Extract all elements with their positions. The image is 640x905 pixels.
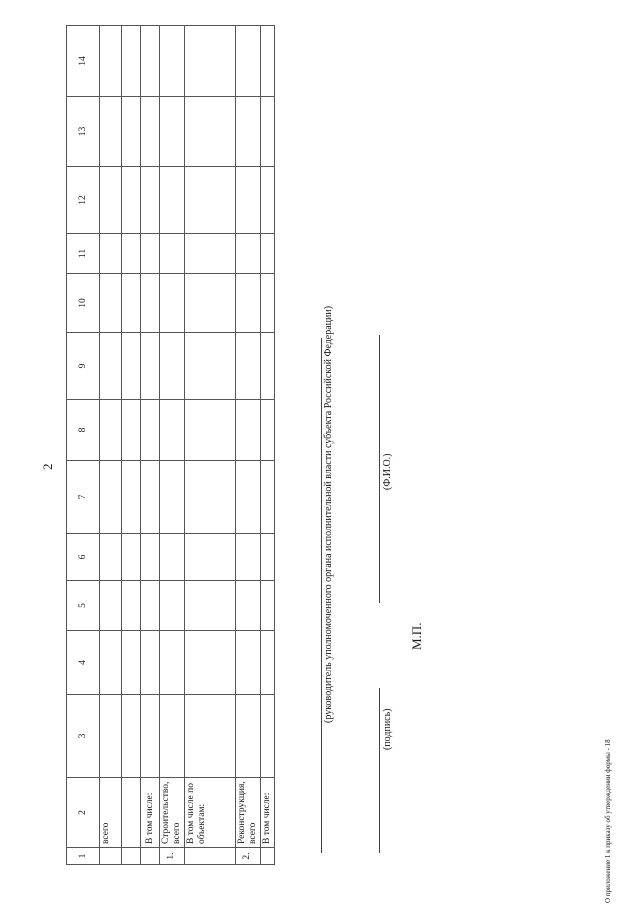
table-row-reconstruction	[235, 26, 260, 865]
fio-caption: (Ф.И.О.)	[382, 453, 393, 490]
table-row-including	[141, 26, 160, 865]
column-number: 4	[67, 631, 100, 695]
column-number: 10	[67, 274, 100, 333]
page-number: 2	[40, 463, 55, 470]
row-label-reconstruction-including: В том числе:	[260, 778, 274, 848]
row-label-reconstruction: Реконструкция, всего	[235, 778, 260, 848]
row-number: 2.	[235, 848, 260, 865]
footer-note: О приложение 1 к приказу об утверждении формы - 18	[604, 739, 612, 903]
head-caption: (руководитель уполномоченного органа исполнительной власти субъекта Российской Федерации)	[323, 305, 334, 723]
table-row-reconstruction-including	[260, 26, 274, 865]
table-row-construction	[160, 26, 185, 865]
sign-caption: (подпись)	[382, 708, 393, 750]
head-signature-line	[321, 338, 322, 853]
row-label-including: В том числе:	[141, 778, 160, 848]
row-label-by-objects: В том числе по объектам:	[184, 778, 235, 848]
row-number: 1.	[160, 848, 185, 865]
table-row-total	[100, 26, 122, 865]
row-label-total: всего	[100, 778, 122, 848]
column-number: 8	[67, 400, 100, 461]
row-label-construction: Строительство, всего	[160, 778, 185, 848]
column-number: 14	[67, 26, 100, 97]
report-table	[66, 25, 275, 865]
signature-line	[379, 688, 380, 853]
table-row-blank	[122, 26, 141, 865]
column-number: 7	[67, 461, 100, 534]
column-number: 5	[67, 581, 100, 631]
column-number: 12	[67, 167, 100, 234]
column-number: 1	[67, 848, 100, 865]
column-number: 9	[67, 333, 100, 400]
column-number: 2	[67, 778, 100, 848]
fio-line	[379, 335, 380, 603]
column-number: 3	[67, 695, 100, 778]
column-number: 13	[67, 97, 100, 167]
column-number: 6	[67, 534, 100, 581]
stamp-label: М.П.	[409, 622, 424, 650]
table-row-by-objects	[184, 26, 235, 865]
column-number: 11	[67, 234, 100, 274]
column-number-row	[67, 26, 100, 865]
